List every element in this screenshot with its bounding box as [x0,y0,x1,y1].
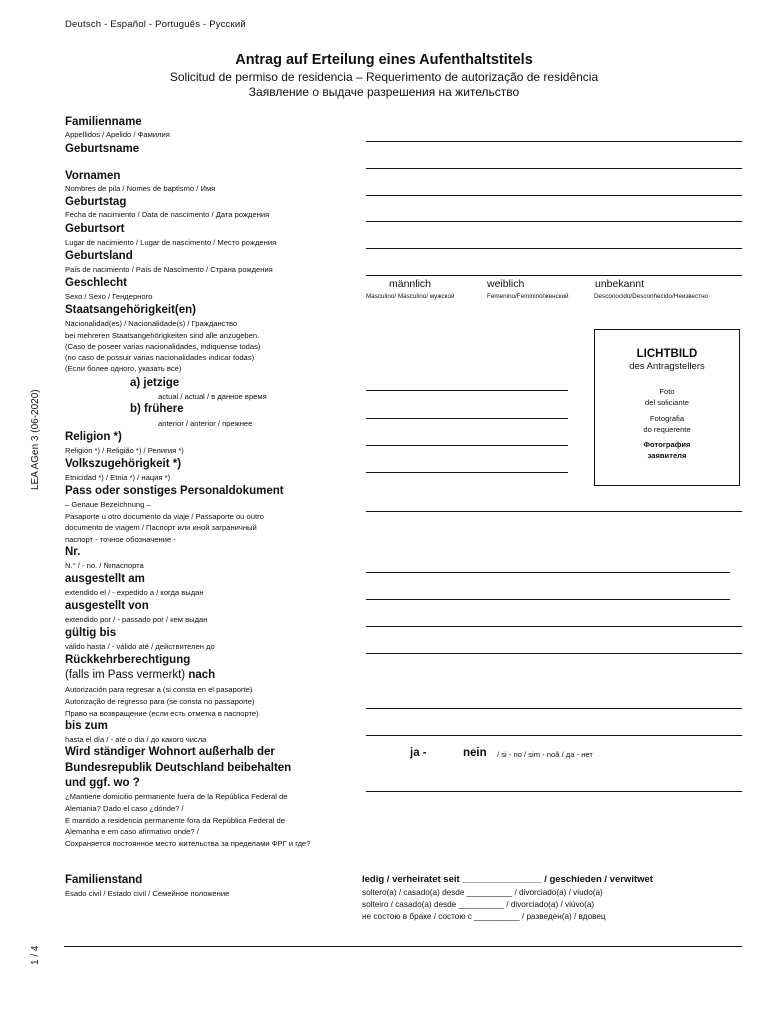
wohnort-sub-5: Сохраняется постоянное место жительства за пределами ФРГ и где? [65,839,311,848]
pass-label: Pass oder sonstiges Personaldokument [65,485,284,497]
photo-subtitle: des Antragstellers [629,361,705,372]
wohnort-sub-3: E mantido a residencia permanente fora da República Federal de [65,816,285,825]
rueck-sub-3: Право на возвращение (если есть отметка в паспорте) [65,709,259,718]
photo-es-1: Foto [659,387,675,396]
bis-zum-label: bis zum [65,720,108,732]
nr-label: Nr. [65,546,81,558]
wohnort-label-1: Wird ständiger Wohnort außerhalb der [65,746,275,758]
staat-sub-4: (no caso de possuir varias nacionalidades indicar todas) [65,353,255,362]
geburtsort-line[interactable] [366,248,742,249]
ausgestellt-von-sub: extendido por / - passado por / кем выдан [65,615,208,624]
geburtsname-label: Geburtsname [65,143,140,155]
photo-title: LICHTBILD [636,348,698,360]
staat-sub-3: (Caso de poseer varias nacionalidades, indiquense todas) [65,342,261,351]
pass-sub-3: documento de viagem / Паспорт или иной заграничный [65,523,257,532]
religion-label: Religion *) [65,431,122,443]
familienname-sub: Appellidos / Apelido / Фамилия [65,130,170,139]
bis-zum-sub: hasta el día / - até o dia / до какого числа [65,735,207,744]
geburtsland-line[interactable] [366,275,742,276]
rueck-label-2 [65,669,215,681]
form-title-es-pt: Solicitud de permiso de residencia – Requerimento de autorização de residência [169,70,599,84]
volk-label: Volkszugehörigkeit *) [65,458,182,470]
gender-female-option[interactable]: weiblich [487,278,525,290]
staat-label: Staatsangehörigkeit(en) [65,304,196,316]
staat-sub-2: bei mehreren Staatsangehörigkeiten sind alle anzugeben. [65,331,260,340]
wohnort-label-2: Bundesrepublik Deutschland beibehalten [65,762,292,774]
form-title-ru: Заявление о выдаче разрешения на жительство [248,85,520,99]
ausgestellt-am-sub: extendido el / - expedido a / когда выдан [65,588,204,597]
geburtsname-line[interactable] [366,168,742,169]
gueltig-label: gültig bis [65,627,117,639]
wohnort-no-option[interactable]: nein [463,747,487,759]
gender-female-sub: Femenino/Feminino/женский [487,293,569,300]
rueck-sub-2: Autorização de regresso para (se consta no passaporte) [65,697,255,706]
familienname-label: Familienname [65,116,142,128]
staat-sub-5: (Если более одного, указать все) [65,364,182,373]
nr-line[interactable] [366,572,730,573]
form-title-de: Antrag auf Erteilung eines Aufenthaltstitels [235,52,533,68]
religion-sub: Religión *) / Religião *) / Религия *) [65,446,184,455]
geburtsort-sub: Lugar de nacimiento / Lugar de nascimento / Место рождения [65,238,277,247]
gender-unknown-option[interactable]: unbekannt [595,278,645,290]
volk-sub: Etnicidad *) / Etnia *) / нация *) [65,473,171,482]
rueck-label-2a: (falls im Pass vermerkt) [65,669,186,681]
geburtstag-label: Geburtstag [65,196,127,208]
geburtsort-label: Geburtsort [65,223,125,235]
page-number: 1 / 4 [30,945,41,965]
geschlecht-sub: Sexo / Sexo / Гендерного [65,292,153,301]
wohnort-yes-option[interactable]: ja - [410,747,427,759]
familienstand-sub: Esado civil / Estado civil / Семейное положение [65,889,230,898]
geburtstag-sub: Fecha de nacimiento / Data de nascimento / Дата рождения [65,210,270,219]
marital-status-ru: не состою в браке / состою с __________ / разведен(а) / вдовец [362,912,606,921]
staat-current-line[interactable] [366,390,568,391]
pass-sub-4: паспорт - точное обозначение - [65,535,176,544]
bottom-divider [64,946,742,947]
language-list: Deutsch - Español - Português - Русский [65,19,246,30]
pass-line[interactable] [366,511,742,512]
staat-current-label: a) jetzige [130,377,180,389]
staat-former-line[interactable] [366,418,568,419]
nr-sub: N.° / - no. / №паспорта [65,561,144,570]
staat-current-sub: actual / actual / в данное время [158,392,267,401]
gueltig-line[interactable] [366,653,742,654]
wohnort-label-3: und ggf. wo ? [65,777,140,789]
staat-former-label: b) frühere [130,403,184,415]
volk-line[interactable] [366,472,568,473]
vornamen-sub: Nombres de pila / Nomes de baptismo / Имя [65,184,216,193]
rueck-label: Rückkehrberechtigung [65,654,191,666]
geburtstag-line[interactable] [366,221,742,222]
rueck-sub-1: Autorización para regresar a (si consta en el pasaporte) [65,685,253,694]
pass-sub-1: – Genaue Bezeichnung – [65,500,151,509]
staat-sub-1: Nacionalidad(es) / Nacionalidade(s) / Гражданство [65,319,238,328]
wohnort-sub-1: ¿Mantiene domicilio permanente fuera de la República Federal de [65,792,288,801]
photo-ru-2: заявителя [647,451,687,460]
wohnort-sub-4: Alemanha e em caso afirmativo onde? / [65,827,199,836]
gueltig-sub: válido hasta / - válido até / действителен до [65,642,215,651]
bis-zum-line[interactable] [366,735,742,736]
rueck-label-2b: nach [188,669,216,681]
geburtsland-label: Geburtsland [65,250,133,262]
familienstand-label: Familienstand [65,874,143,886]
form-code: LEA AGen 3 (06-2020) [30,389,41,490]
vornamen-line[interactable] [366,195,742,196]
photo-pt-1: Fotografia [649,414,685,423]
wohnort-sub-2: Alemania? Dado el caso ¿dónde? / [65,804,184,813]
familienname-line[interactable] [366,141,742,142]
photo-es-2: del soliciante [645,398,689,407]
gender-unknown-sub: Desconocido/Desconhecido/Неизвестно [594,293,709,300]
pass-sub-2: Pasaporte u otro documento da viaje / Passaporte ou outro [65,512,264,521]
staat-former-sub: anterior / anterior / прежнее [158,419,253,428]
wohnort-options-sub: / si - no / sim - noã / да - нет [497,750,593,759]
marital-status-de[interactable]: ledig / verheiratet seit _______________ / geschieden / verwitwet [362,874,653,885]
rueck-line[interactable] [366,708,742,709]
gender-male-option[interactable]: männlich [389,278,432,290]
gender-male-sub: Masculino/ Masculino/ мужской [366,293,455,300]
photo-box [594,329,740,486]
wohnort-line[interactable] [366,791,742,792]
ausgestellt-von-line[interactable] [366,626,742,627]
photo-ru-1: Фотография [643,440,691,449]
vornamen-label: Vornamen [65,170,121,182]
geburtsland-sub: País de nacimiento / País de Nascimento / Страна рождения [65,265,273,274]
geschlecht-label: Geschlecht [65,277,127,289]
religion-line[interactable] [366,445,568,446]
ausgestellt-am-label: ausgestellt am [65,573,145,585]
ausgestellt-am-line[interactable] [366,599,730,600]
marital-status-pt: solteiro / casado(a) desde __________ / divorciado(a) / viúvo(a) [362,900,595,909]
photo-pt-2: do requerente [643,425,691,434]
ausgestellt-von-label: ausgestellt von [65,600,149,612]
marital-status-es: soltero(a) / casado(a) desde __________ / divorciado(a) / viudo(a) [362,888,603,897]
